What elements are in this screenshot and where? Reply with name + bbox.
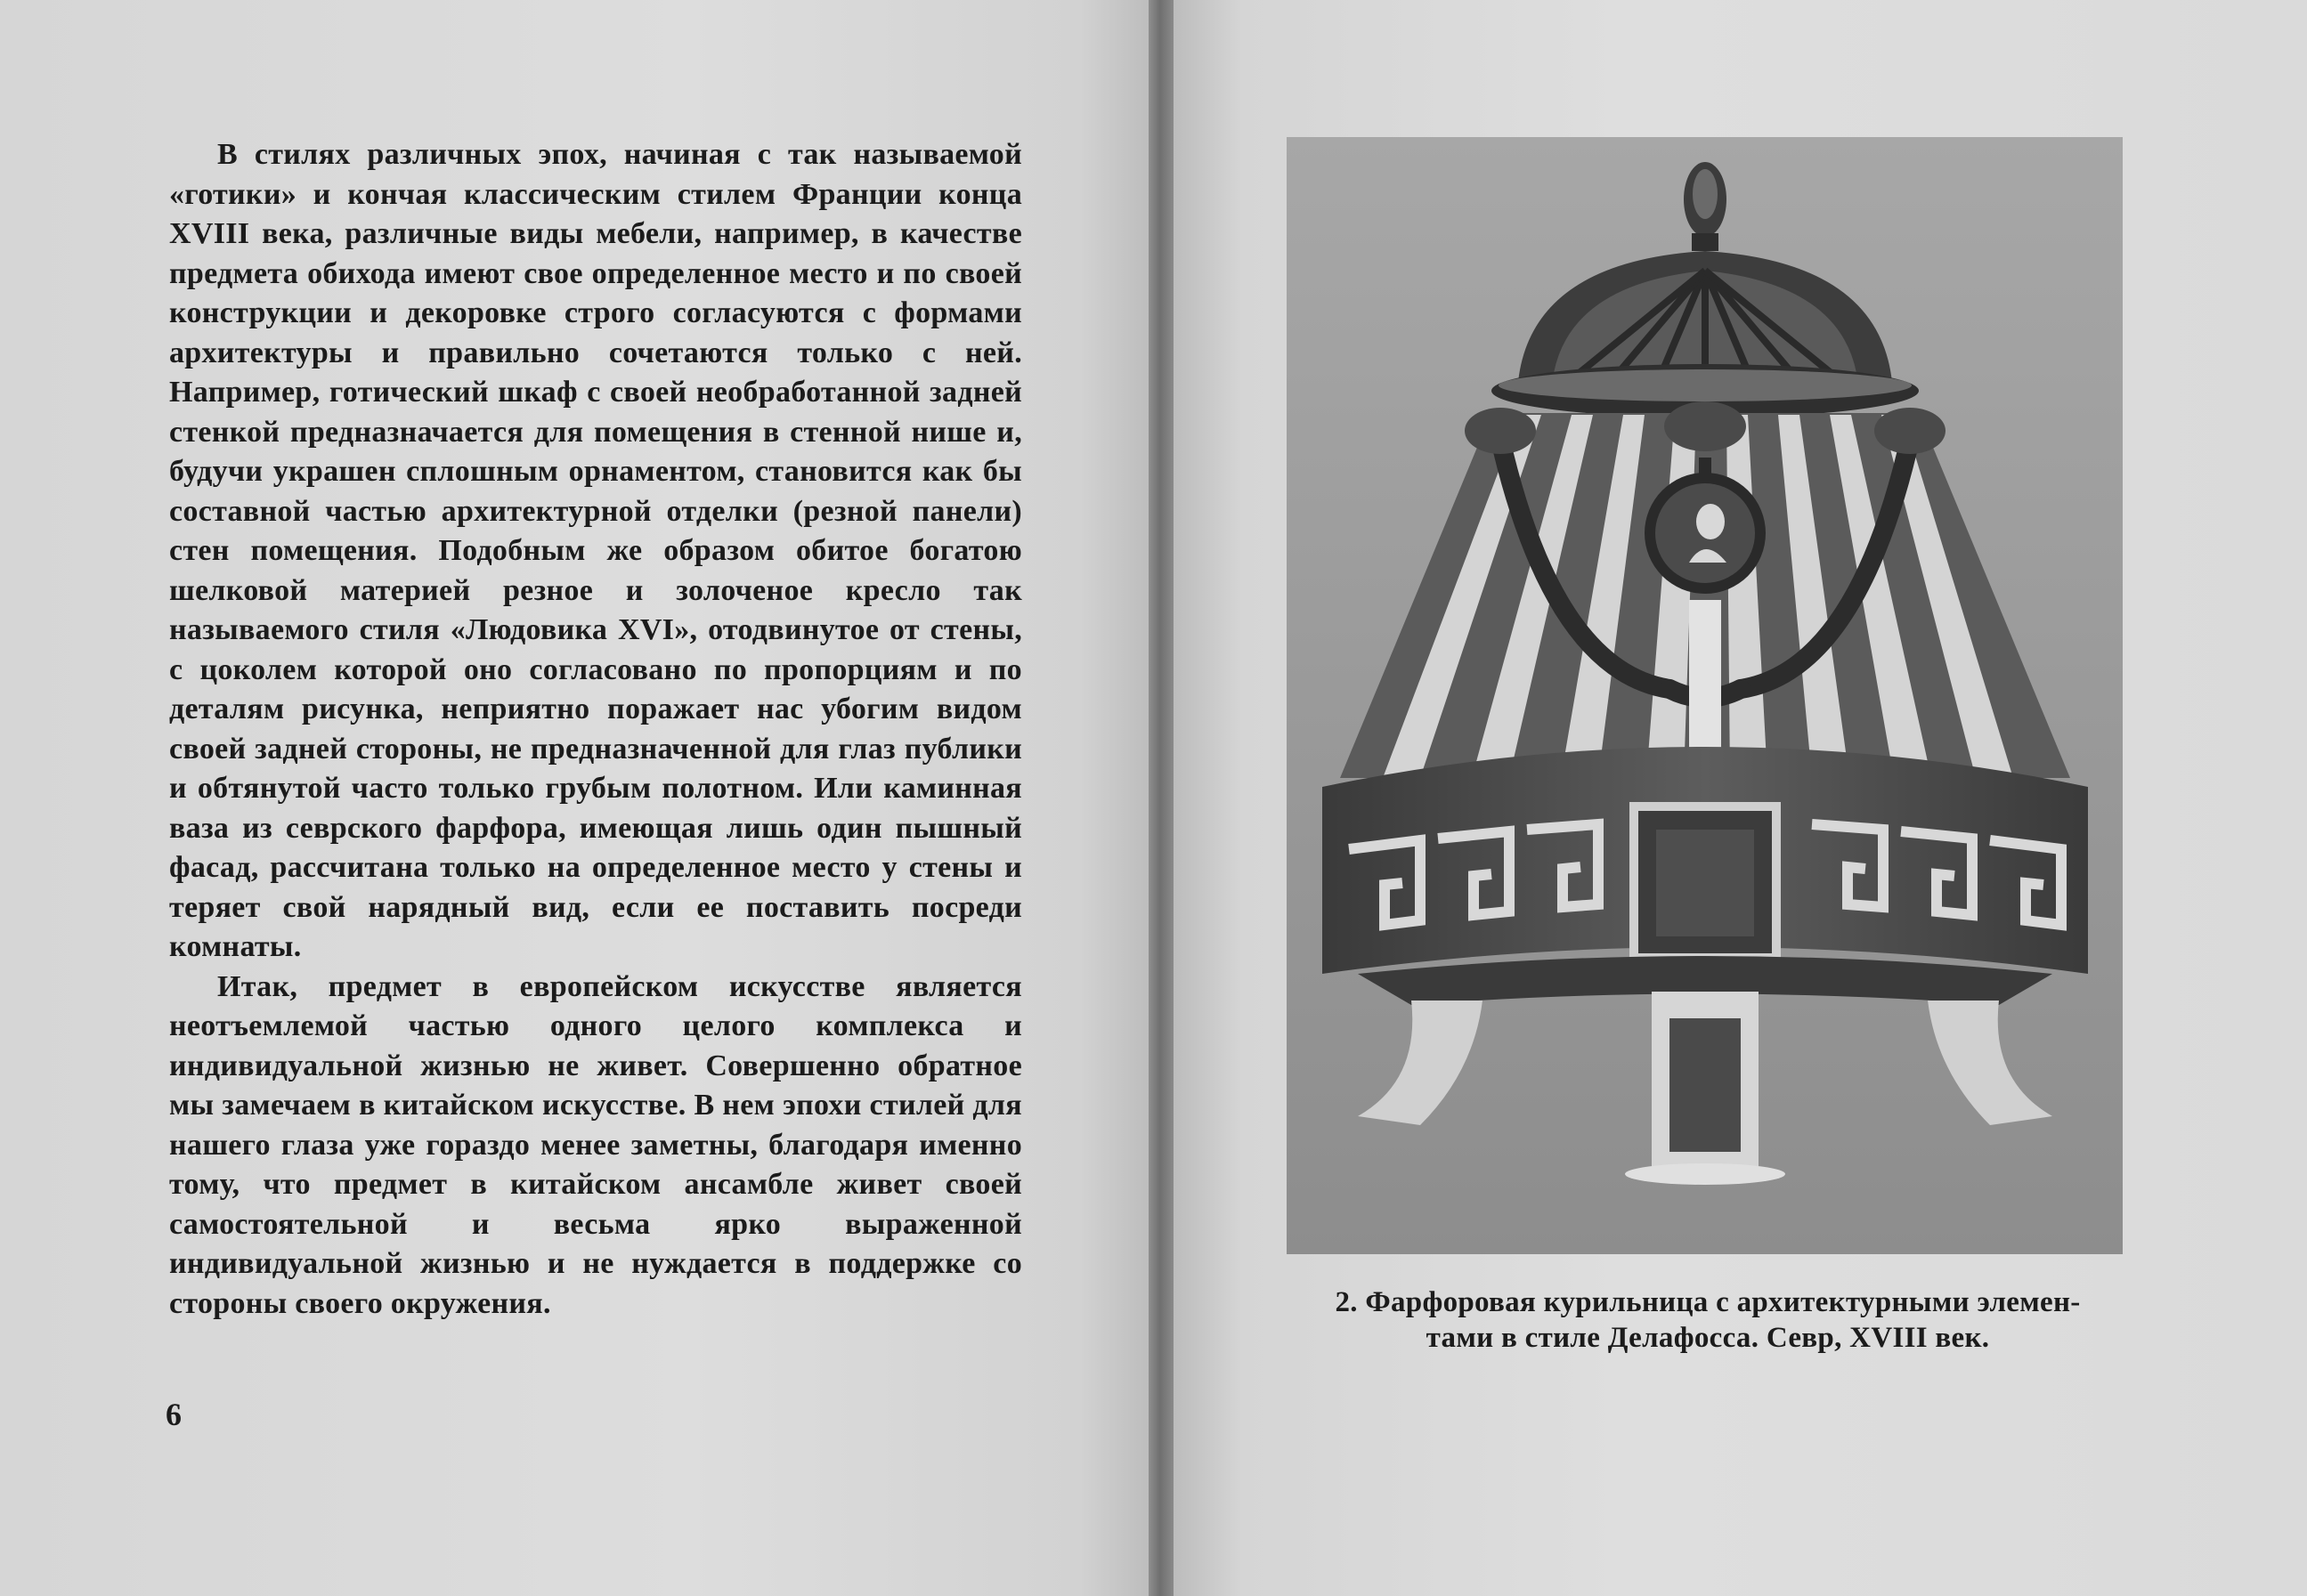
body-text: [169, 135, 1022, 1324]
caption-line-2: тами в стиле Делафосса. Севр, XVIII век.: [1426, 1322, 1990, 1354]
book-gutter: [1149, 0, 1174, 1596]
caption-line-1: 2. Фарфоровая курильница с архитектурными элемен-: [1335, 1286, 2081, 1318]
incense-burner-photo: [1287, 137, 2123, 1254]
paragraph-1: В стилях различных эпох, начиная с так называемой «готики» и кончая классическим стилем Франции конца XVIII века, различные виды мебели, например, в качестве предмета обихода имеют свое определенное место и по своей конструкции и декоровке строго согласуются с формами архитектуры и правильно сочетаются только с ней. Например, готический шкаф с своей необработанной задней стенкой предназначается для помещения в стенной нише и, будучи украшен сплошным орнаментом, становится как бы составной частью архитектурной отделки (резной панели) стен помещения. Подобным же образом обитое богатою шелковой материей резное и золоченое кресло так называемого стиля «Людовика XVI», отодвинутое от стены, с цоколем которой оно согласовано по пропорциям и по деталям рисунка, неприятно поражает нас убогим видом своей задней стороны, не предназначенной для глаз публики и обтянутой часто только грубым полотном. Или каминная ваза из севрского фарфора, имеющая лишь один пышный фасад, рассчитана только на определенное место у стены и теряет свой нарядный вид, если ее поставить посреди комнаты.: [169, 138, 1022, 963]
figure-caption: [1271, 1284, 2144, 1356]
page-number: 6: [166, 1397, 182, 1432]
left-page: [0, 0, 1149, 1596]
right-page: [1174, 0, 2307, 1596]
incense-burner-illustration: [1287, 137, 2123, 1254]
dome-rim-highlight: [1499, 369, 1912, 401]
greek-key-band: [1322, 747, 2088, 974]
paragraph-2: Итак, предмет в европейском искусстве является неотъемлемой частью одного целого комплекса и индивидуальной жизнью не живет. Совершенно обратное мы замечаем в китайском искусстве. В нем эпохи стилей для нашего глаза уже гораздо менее заметны, благодаря именно тому, что предмет в китайском ансамбле живет своей самостоятельной и весьма ярко выраженной индивидуальной жизнью и не нуждается в поддержке со стороны своего окружения.: [169, 969, 1022, 1320]
